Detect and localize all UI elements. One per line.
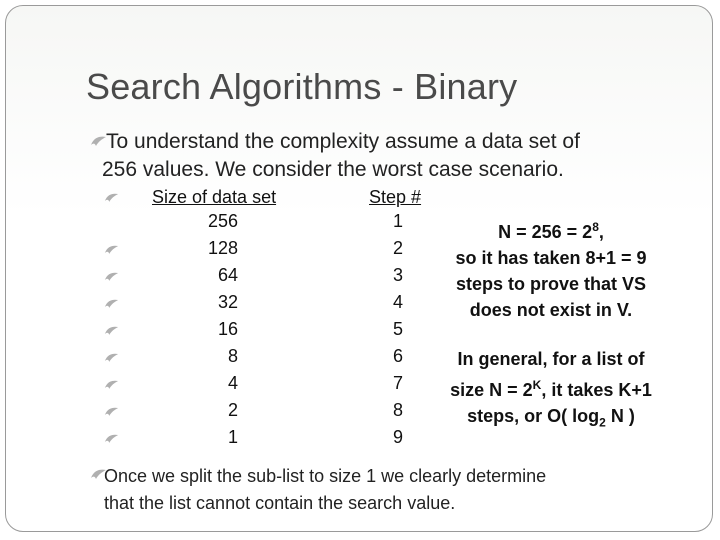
size-cell: 1 — [227, 427, 238, 447]
conclusion-line-2: that the list cannot contain the search value. — [104, 493, 456, 513]
size-cell: 4 — [227, 373, 238, 393]
size-cell: 256 — [207, 211, 238, 231]
step-cell: 7 — [392, 373, 403, 393]
leaf-bullet-icon — [104, 298, 119, 311]
size-column-header: Size of data set — [152, 187, 277, 207]
size-cell: 128 — [207, 238, 238, 258]
size-cell: 32 — [217, 292, 238, 312]
size-cell: 8 — [227, 346, 238, 366]
step-cell: 1 — [392, 211, 403, 231]
leaf-bullet-icon — [90, 135, 107, 149]
leaf-bullet-icon — [104, 325, 119, 338]
note2-line-1: In general, for a list of — [457, 349, 645, 369]
step-cell: 9 — [392, 427, 403, 447]
intro-line-1: To understand the complexity assume a data set of — [106, 130, 580, 153]
step-cell: 4 — [392, 292, 403, 312]
intro-paragraph — [102, 128, 700, 184]
conclusion-paragraph — [104, 463, 700, 517]
leaf-bullet-icon — [104, 379, 119, 392]
note1-line-1: $N = 256 = 2^8$, — [498, 220, 604, 242]
step-cell: 5 — [392, 319, 403, 339]
leaf-bullet-icon — [104, 433, 119, 446]
conclusion-line-1: Once we split the sub-list to size 1 we clearly determine — [104, 466, 547, 486]
step-cell: 8 — [392, 400, 403, 420]
leaf-bullet-icon — [104, 244, 119, 257]
step-cell: 2 — [392, 238, 403, 258]
step-cell: 3 — [392, 265, 403, 285]
intro-line-2: 256 values. We consider the worst case scenario. — [102, 158, 564, 181]
leaf-bullet-icon — [104, 271, 119, 284]
leaf-bullet-icon — [104, 192, 119, 205]
note-general-case — [431, 346, 671, 436]
note1-line-4: does not exist in V. — [469, 300, 633, 320]
step-cell: 6 — [392, 346, 403, 366]
size-cell: 16 — [217, 319, 238, 339]
note1-line-2: so it has taken 8+1 = 9 — [455, 248, 647, 268]
size-cell: 64 — [217, 265, 238, 285]
note2-line-2: size $N = 2^K$, it takes K+1 — [450, 378, 652, 400]
note-worst-case — [431, 214, 671, 323]
leaf-bullet-icon — [104, 352, 119, 365]
note2-line-3: steps, or O( $\log_2 N$ ) — [467, 406, 635, 430]
step-column-header: Step # — [369, 187, 422, 207]
size-cell: 2 — [227, 400, 238, 420]
slide-title: Search Algorithms - Binary — [86, 66, 518, 107]
note1-line-3: steps to prove that VS — [455, 274, 647, 294]
leaf-bullet-icon — [104, 406, 119, 419]
slide — [5, 5, 713, 532]
